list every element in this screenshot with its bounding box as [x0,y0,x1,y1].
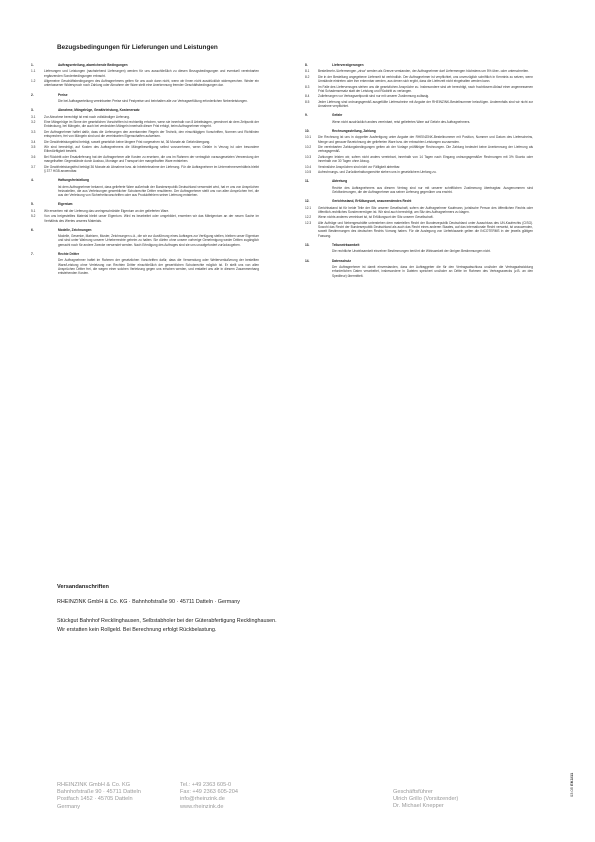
clause-text: Bestellmehr-/Liefermengen „zirca“ werden als Grenze verstanden, der Auftragnehmer darf Liefermengen höchstens um 5% über- oder unterschreiten. [318,69,530,74]
clause-number: 5.2 [31,214,36,219]
section-heading [305,243,533,247]
clause-number: 10.4 [305,164,312,169]
versand-note-line: Stückgut Bahnhof Recklinghausen, Selbstabholer bei der Güterabfertigung Recklinghausen. [57,618,277,624]
section-title: Modelle, Zeichnungen [58,227,92,232]
clause-item [31,165,259,174]
section-paragraph: Ist dem Auftragnehmer bekannt, dass gelieferte Ware außerhalb der Bundesrepublik Deutschland verwendet wird, hat er uns von Ansprüchen freizustellen, die aus Verletzungen gewerblicher Schutzrechte Dritter resultieren. Der Auftragnehmer stellt uns von allen Ansprüchen frei, die aus der Verletzung von Sicherheitsvorschriften oder aus Produktfehlern seiner Lieferung entstehen. [58,184,259,198]
clause-item [31,69,259,78]
document-title: Bezugsbedingungen für Lieferungen und Leistungen [57,44,218,51]
footer-line: Postfach 1452 · 45705 Datteln [57,796,133,803]
clause-item [31,145,259,154]
section-title: Lieferverzögerungen [332,63,364,67]
clause-number: 3.6 [31,154,36,159]
footer-contact [180,782,238,811]
clause-item [305,221,533,238]
section-heading [305,113,533,117]
section-number: 1. [31,63,34,67]
clause-item [31,214,259,223]
clause-item [31,155,259,164]
section-heading [305,63,533,67]
clause-text: Bei Rücktritt oder Ersatzlieferung hat der Auftragnehmer alle Kosten zu ersetzen, die uns im Rahmen der vertraglich vorausgesetzten Verwendung der mangelhaften Gegenstände durch Ausbau, Montage und Transport der mangelhaften Ware entstehen. [44,154,259,164]
clause-item [305,145,533,154]
footer-line: Geschäftsführer [393,789,433,795]
section-title: Teilunwirksamkeit [332,243,360,248]
clause-text: Zur Abnahme berechtigt ist erst nach vollständiger Lieferung. [44,114,130,119]
clause-text: Jeder Lieferung sind ordnungsgemäß ausgefüllte Lieferscheine mit Angabe der RHEINZINK-Bestellnummer beizufügen. Anderenfalls sind wir nicht zur Annahme verpflichtet. [318,99,533,109]
clause-number: 3.2 [31,120,36,125]
versand-note-line: Wir erstatten kein Rollgeld. Bei Berechnung erfolgt Rückbelastung. [57,626,217,633]
clause-text: Im Falle des Lieferverzuges stehen uns die gesetzlichen Ansprüche zu. Insbesondere sind wir berechtigt, nach fruchtlosem Ablauf einer angemessenen Frist Schadensersatz statt der Leistung und Rücktritt zu verlangen. [318,84,533,93]
clause-text: Die Rechnung ist uns in doppelter Ausfertigung unter Angabe der RHEINZINK-Bestellnummer mit Position, Nummer und Datum des Lieferscheins, Menge und genauer Bezeichnung der gelieferten Ware bzw. der erbrachten Leistungen zuzusenden. [318,135,533,144]
section-number: 6. [31,227,34,232]
clause-number: 3.7 [31,164,36,169]
clause-text: Zulieferungen vor Vertragszeitpunkt sind nur mit unserer Zustimmung zulässig. [318,94,430,99]
clause-number: 3.5 [31,145,36,150]
footer-phone: Tel.: +49 2363 605-0 [180,782,232,788]
clause-number: 1.2 [31,79,36,84]
document-code [569,773,574,797]
section-paragraph: Wenn nicht ausdrücklich anders vereinbart, reist geliefertes Ware auf Gefahr des Auftragnehmers. [332,119,471,124]
section-title: Abtretung [332,179,348,184]
clause-item [305,165,533,169]
clause-text: Verzinsliche Ansprüchen sind nicht vor Fälligkeit abtretbar. [318,164,401,169]
section-number: 2. [31,92,34,97]
clause-text: Eine Mängelrüge im Sinne der gesetzlichen Vorschriften ist rechtzeitig erhoben, wenn sie innerhalb von 8 Arbeitstagen, gerechnet ab dem Zeitpunkt der Entdeckung, bei Mängeln, die auch bei verdeckten Mängeln innerhalb dieser Frist erfolgt, beim Auftragnehmer eingeht. [44,120,259,129]
section-heading [31,93,259,97]
clause-number: 12.1 [305,205,312,210]
clause-number: 8.3 [305,84,310,89]
section-number: 5. [31,202,34,207]
section-paragraph: Der Auftragnehmer ist damit einverstanden, dass der Auftraggeber die für den Vertragsabschluss und/oder die Vertragsabwicklung erforderlichen Daten verarbeitet, insbesondere in Dateien speichert und/oder an Dritte im Rahmen des Vertragszwecks (z.B. an den Spediteur) übermittelt. [332,264,533,278]
section-heading [31,202,259,206]
section-heading [305,129,533,133]
clause-number: 12.2 [305,215,312,220]
section-paragraph: Der Auftragnehmer haftet im Rahmen der gesetzlichen Vorschriften dafür, dass die Verwendung oder Weiterveräußerung der bestellten Ware/Leistung ohne Verletzung von Rechten Dritter einschließlich der gewerblichen Schutzrechte möglich ist. Er stellt uns von allen Ansprüchen Dritter frei, die wegen einer solchen Verletzung gegen uns erhoben werden, und erstattet uns alle in diesem Zusammenhang entstehenden Kosten. [58,258,259,276]
clause-number: 5.1 [31,208,36,213]
section-title: Eigentum [58,202,73,207]
clause-number: 10.1 [305,135,312,140]
clause-text: Gerichtsstand ist für beide Teile der Sitz unserer Gesellschaft, sofern der Auftragnehmer Kaufmann, juristische Person des öffentlichen Rechts oder öffentlich-rechtliches Sondervermögen ist. Wir sind auch berechtigt, am Sitz des Auftragnehmers zu klagen. [318,205,533,214]
clause-item [305,215,533,219]
clause-item [305,75,533,84]
section-title: Preise [58,92,68,97]
section-paragraph: Rechte des Auftragnehmers aus diesem Vertrag sind nur mit unserer schriftlichen Zustimmung übertragbar. Ausgenommen sind Geldforderungen, die der Auftragnehmer aus seiner Lieferung gegenüber uns erwirbt. [332,185,533,195]
clause-item [305,135,533,144]
section-number: 4. [31,178,34,183]
footer-management [393,789,458,811]
clause-item [31,120,259,129]
right-column [305,63,533,279]
clause-item [305,170,533,174]
section-number: 7. [31,252,34,256]
section-number: 14. [305,258,310,263]
clause-number: 3.4 [31,139,36,144]
clause-text: Der Auftragnehmer haftet dafür, dass die Lieferungen den anerkannten Regeln der Technik, den einschlägigen Vorschriften, Normen und Richtlinien entsprechen, frei von Mängeln sind und die vereinbarten Eigenschaften aufweisen. [44,129,259,139]
clause-number: 8.2 [305,74,310,79]
footer-email: info@rheinzink.de [180,796,225,803]
clause-item [31,130,259,139]
clause-number: 10.2 [305,145,312,150]
section-heading [305,179,533,183]
clause-text: Lieferungen und Leistungen (nachstehend Lieferungen) werden für uns ausschließlich zu diesen Bezugsbedingungen und eventuell vereinbarten ergänzenden Sonderbedingungen erbracht. [44,69,259,78]
clause-text: Wenn nichts anderes vereinbart ist, ist Erfüllungsort der Sitz unserer Gesellschaft. [318,215,434,220]
clause-text: Die in der Bestellung angegebene Lieferzeit ist verbindlich. Der Auftragnehmer ist verpflichtet, uns unverzüglich schriftlich in Kenntnis zu setzen, wenn Umstände eintreten oder ihm erkennbar werden, aus denen sich ergibt, dass die Lieferzeit nicht eingehalten werden kann. [318,74,533,84]
clause-text: Allgemeine Geschäftsbedingungen des Auftragnehmers gelten für uns auch dann nicht, wenn wir ihnen nicht ausdrücklich widersprechen. Weder ein unterlassener Widerspruch noch Zahlung oder Abnahme der Ware stellt eine Anerkennung fremder Geschäftsbedingungen dar. [44,79,259,88]
footer-line: Dr. Michael Knepper [393,803,444,810]
clause-number: 12.3 [305,220,312,225]
clause-item [305,206,533,215]
clause-item [31,209,259,213]
section-number: 12. [305,199,310,204]
section-heading [31,178,259,182]
versand-note [57,617,277,634]
clause-number: 8.1 [305,69,310,74]
versand-address: RHEINZINK GmbH & Co. KG · Bahnhofstraße 90 · 45711 Datteln · Germany [57,599,240,605]
clause-item [305,155,533,164]
clause-text: Zahlungen leisten wir, sofern nicht anders vereinbart, innerhalb von 14 Tagen nach Eingang ordnungsgemäßer Rechnungen mit 3% Skonto oder innerhalb von 30 Tagen ohne Abzug. [318,154,533,164]
footer-line: Bahnhofstraße 90 · 45711 Datteln [57,789,141,796]
footer-line: Germany [57,803,81,810]
clause-item [305,100,533,109]
clause-number: 10.5 [305,170,312,175]
section-title: Haftungsfreistellung [58,178,89,183]
clause-text: Von uns beigestelltes Material bleibt unser Eigentum. Wird es bearbeitet oder umgebildet, erwerben wir das Miteigentum an der neuen Sache im Verhältnis des Wertes unseres Materials. [44,214,259,223]
clause-number: 3.1 [31,114,36,119]
clause-text: Wir erwerben mit der Lieferung das uneingeschränkte Eigentum an der gelieferten Ware. [44,208,170,213]
footer-website: www.rheinzink.de [180,803,224,810]
section-number: 8. [305,63,308,67]
section-heading [31,108,259,112]
clause-item [305,94,533,98]
section-heading [305,259,533,263]
section-number: 13. [305,243,310,248]
clause-number: 8.5 [305,99,310,104]
document-code-date: 03.05 [569,786,574,797]
clause-text: Alle Aufträge und Nebengeschäfte unterstehen dem materiellen Recht der Bundesrepublik Deutschland unter Ausschluss des UN-Kaufrechts (CISG). Sowohl das Recht der Bundesrepublik Deutschland als auch das Recht eines anderen Staates, auf das internationale Recht verweist, ist anzuwenden, soweit Bestimmungen des deutschen Rechts Vorrang haben. Für die Auslegung von Lieferklauseln gelten die INCOTERMS in der jeweils gültigen Fassung. [318,220,533,238]
clause-text: Wir sind berechtigt, auf Kosten des Auftragnehmers die Mängelbeseitigung selbst vorzunehmen, wenn Gefahr in Verzug ist oder besondere Eilbedürftigkeit besteht. [44,145,259,154]
versand-title: Versandanschriften [57,584,109,590]
section-title: Abnahme, Mängelrüge, Gewährleistung, Kostenersatz [58,108,140,113]
clause-item [31,115,259,119]
footer-address [57,782,141,811]
clause-item [31,79,259,88]
section-number: 3. [31,108,34,113]
section-paragraph: Die bei Auftragserteilung vereinbarten Preise sind Festpreise und beinhalten alle zur Vertragserfüllung erforderlichen Nebenleistungen. [58,98,248,103]
clause-number: 1.1 [31,69,36,74]
section-title: Auftragserteilung, abweichende Bedingungen [58,63,128,67]
section-heading [305,199,533,203]
section-title: Rechnungsstellung, Zahlung [332,129,376,134]
section-paragraph: Modelle, Gesenke, Matrizen, Muster, Zeichnungen u.ä., die wir zur Ausführung eines Auftrages zur Verfügung stellen, bleiben unser Eigentum und sind unter Wahrung unserer Urheberrechte geheim zu halten. Sie dürfen ohne unsere vorherige Genehmigung weder Dritten zugänglich gemacht noch für andere Zwecke verwendet werden. Nach Erledigung des Auftrages sind sie uns unaufgefordert zurückzugeben. [58,234,259,247]
footer-fax: Fax: +49 2363 605-204 [180,789,239,796]
section-title: Datenschutz [332,258,351,263]
document-code-label: EK1/11 [569,772,574,786]
clause-item [305,85,533,94]
clause-item [31,140,259,144]
clause-text: Die Gewährleistungsfrist beträgt, soweit gesetzlich keine längere Frist vorgesehen ist, 36 Monate ab Gefahrübergang. [44,139,211,144]
section-title: Gerichtsstand, Erfüllungsort, anzuwendendes Recht [332,199,412,204]
section-heading [31,63,259,67]
left-column [31,63,259,277]
clause-text: Die vereinbarten Zahlungsbedingungen gelten ab der Vorlage prüffähiger Rechnungen. Die Zahlung bedeutet keine Anerkennung der Lieferung als vertragsgemäß. [318,145,533,154]
section-number: 9. [305,113,308,118]
clause-number: 3.3 [31,129,36,134]
section-heading [31,228,259,232]
section-title: Rechte Dritter [58,252,80,256]
clause-number: 10.3 [305,154,312,159]
section-number: 10. [305,129,310,134]
footer-line: RHEINZINK GmbH & Co. KG [57,782,131,788]
clause-text: Aufrechnungs- und Zurückbehaltungsrechte stehen uns in gesetzlichem Umfang zu. [318,170,437,175]
footer-line: Ulrich Grillo (Vorsitzender) [393,796,459,803]
section-number: 11. [305,179,310,184]
clause-number: 8.4 [305,94,310,99]
clause-text: Die Gewährleistungsfrist beträgt 36 Monate ab Abnahme bzw. ab Inbetriebnahme der Lieferung. Für die Auftragnehmer im Unternehmerverhältnis bleibt § 377 HGB anwendbar. [44,164,259,173]
section-heading [31,252,259,256]
section-paragraph: Die rechtliche Unwirksamkeit einzelner Bestimmungen berührt die Wirksamkeit der übrigen Bestimmungen nicht. [332,249,491,254]
section-title: Gefahr [332,113,343,118]
clause-item [305,69,533,73]
